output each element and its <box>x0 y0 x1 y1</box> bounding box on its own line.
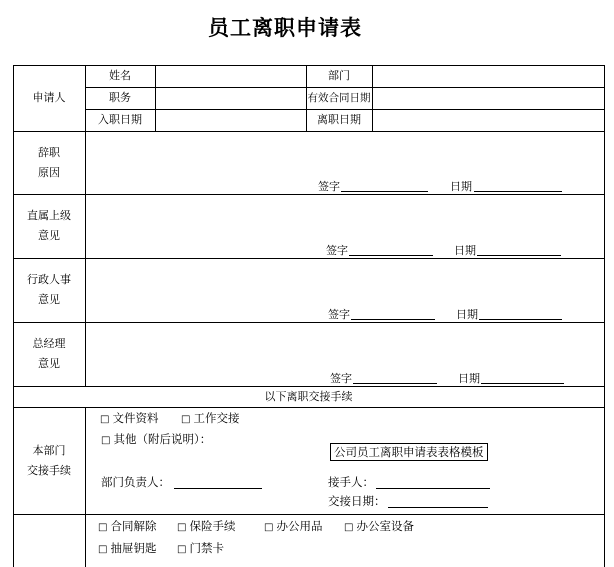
dept-head-label: 部门负责人： <box>101 475 170 489</box>
handover-date-line[interactable] <box>388 507 488 508</box>
checkbox-icon[interactable]: □ <box>100 414 110 425</box>
col-divider <box>85 407 86 567</box>
option-work-label: 工作交接 <box>193 411 240 425</box>
hr-label: 行政人事 意见 <box>27 273 71 306</box>
gm-date-line[interactable] <box>481 383 564 384</box>
checkbox-icon[interactable]: □ <box>344 522 354 533</box>
template-stamp: 公司员工离职申请表表格模板 <box>330 443 488 461</box>
row-divider <box>13 131 605 132</box>
supervisor-label: 直属上级 意见 <box>27 209 71 242</box>
gm-sign-line[interactable] <box>353 383 437 384</box>
option-insurance[interactable] <box>177 518 235 534</box>
row-divider <box>13 322 605 323</box>
dept-label: 部门 <box>328 69 350 82</box>
option-insurance-label: 保险手续 <box>189 519 236 533</box>
option-contract[interactable] <box>98 518 156 534</box>
row-divider <box>13 514 605 515</box>
reason-date-line[interactable] <box>474 191 562 192</box>
checkbox-icon[interactable]: □ <box>98 522 108 533</box>
row-divider <box>13 258 605 259</box>
option-drawer-key-label: 抽屉钥匙 <box>110 541 157 555</box>
option-access-card-label: 门禁卡 <box>189 541 224 555</box>
option-access-card[interactable] <box>177 540 224 556</box>
option-drawer-key[interactable] <box>98 540 156 556</box>
leave-date-label: 离职日期 <box>317 113 361 126</box>
col-divider <box>155 65 156 131</box>
checkbox-icon[interactable]: □ <box>98 544 108 555</box>
col-divider <box>372 65 373 131</box>
dept-head-line[interactable] <box>174 488 262 489</box>
option-office-supplies-label: 办公用品 <box>276 519 323 533</box>
option-work-handover[interactable] <box>181 410 239 426</box>
hr-date-line[interactable] <box>479 319 562 320</box>
receiver-line[interactable] <box>376 488 490 489</box>
reason-sign-label: 签字 <box>318 180 340 193</box>
checkbox-icon[interactable]: □ <box>264 522 274 533</box>
option-other[interactable] <box>101 431 211 447</box>
checkbox-icon[interactable]: □ <box>181 414 191 425</box>
entry-date-label: 入职日期 <box>98 113 142 126</box>
supervisor-sign-label: 签字 <box>326 244 348 257</box>
gm-sign-label: 签字 <box>330 372 352 385</box>
hr-sign-line[interactable] <box>351 319 435 320</box>
row-divider <box>13 407 605 408</box>
position-label: 职务 <box>109 91 131 104</box>
gm-date-label: 日期 <box>458 372 480 385</box>
option-files[interactable] <box>100 410 158 426</box>
option-contract-label: 合同解除 <box>110 519 157 533</box>
contract-date-label: 有效合同日期 <box>307 92 371 104</box>
checkbox-icon[interactable]: □ <box>177 522 187 533</box>
option-other-label: 其他（附后说明）： <box>113 432 212 446</box>
option-office-supplies[interactable] <box>264 518 322 534</box>
applicant-label: 申请人 <box>32 91 66 104</box>
option-office-equipment[interactable] <box>344 518 414 534</box>
checkbox-icon[interactable]: □ <box>101 435 111 446</box>
row-divider <box>13 194 605 195</box>
page-title: 员工离职申请表 <box>208 15 362 40</box>
reason-label: 辞职 原因 <box>38 145 60 179</box>
option-office-equipment-label: 办公室设备 <box>356 519 414 533</box>
table-border-right <box>604 65 605 567</box>
option-files-label: 文件资料 <box>112 411 159 425</box>
reason-sign-line[interactable] <box>341 191 428 192</box>
handover-header: 以下离职交接手续 <box>264 389 353 403</box>
supervisor-date-label: 日期 <box>454 244 476 257</box>
gm-label: 总经理 意见 <box>32 337 66 370</box>
name-label: 姓名 <box>109 69 131 82</box>
receiver-label: 接手人： <box>328 475 374 489</box>
dept-handover-label: 本部门 交接手续 <box>27 443 71 477</box>
checkbox-icon[interactable]: □ <box>177 544 187 555</box>
handover-date-label: 交接日期： <box>328 494 386 508</box>
hr-sign-label: 签字 <box>328 308 350 321</box>
supervisor-date-line[interactable] <box>477 255 561 256</box>
supervisor-sign-line[interactable] <box>349 255 433 256</box>
hr-date-label: 日期 <box>456 308 478 321</box>
reason-date-label: 日期 <box>450 180 472 193</box>
